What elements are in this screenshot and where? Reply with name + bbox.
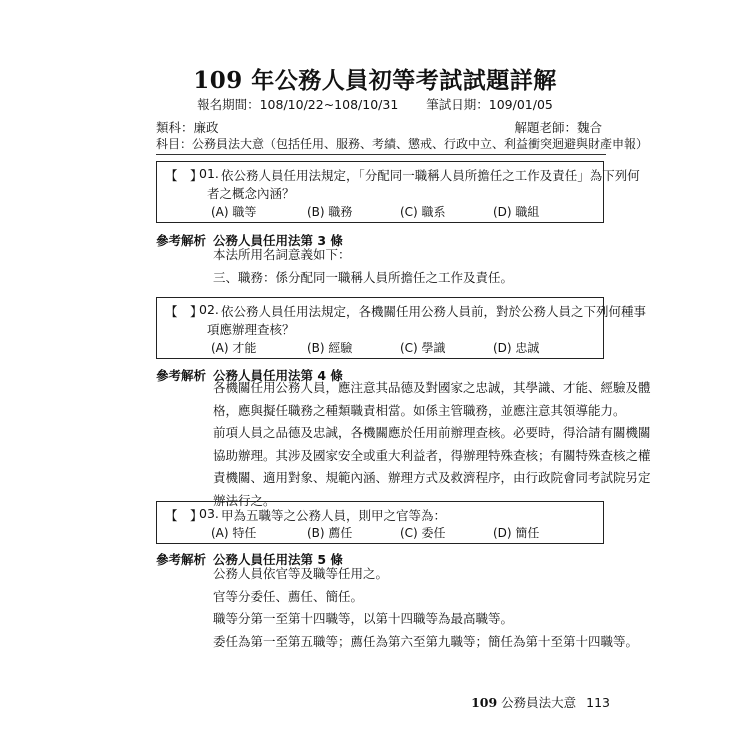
category-label: 類科：廉政: [156, 120, 219, 135]
header-divider: [156, 154, 606, 155]
answer-line: 辦法行之。: [213, 492, 276, 508]
option-d: (D) 忠誠: [493, 341, 540, 355]
question-number: 01.: [199, 166, 219, 181]
answer-line: 委任為第一至第五職等；薦任為第六至第九職等；簡任為第十至第十四職等。: [213, 633, 639, 649]
question-text: 甲為五職等之公務人員，則甲之官等為：: [221, 508, 447, 523]
page-title: 109 年公務人員初等考試試題詳解: [193, 67, 557, 94]
answer-line: 協助辦理。其涉及國家安全或重大利益者，得辦理特殊查核；有關特殊查核之權: [213, 447, 651, 463]
answer-body: [213, 244, 606, 289]
answer-line: 格，應與擬任職務之種類職責相當。如係主管職務，並應注意其領導能力。: [213, 402, 626, 418]
option-d: (D) 職組: [493, 205, 540, 219]
question-box-3: [156, 501, 604, 544]
option-b: (B) 薦任: [307, 526, 353, 540]
answer-body: [213, 563, 639, 653]
option-b: (B) 經驗: [307, 341, 353, 355]
option-a: (A) 才能: [211, 341, 257, 355]
question-bracket: 【 】: [165, 304, 203, 319]
question-bracket: 【 】: [165, 168, 203, 183]
answer-line: 官等分委任、薦任、簡任。: [213, 588, 364, 604]
option-a: (A) 特任: [211, 526, 257, 540]
question-text: 依公務人員任用法規定，各機關任用公務人員前，對於公務人員之下列何種事: [221, 304, 647, 319]
question-text: 者之概念內涵？: [207, 186, 295, 201]
answer-heading: 公務人員任用法第 3 條: [213, 233, 343, 248]
answer-heading: 公務人員任用法第 4 條: [213, 368, 343, 383]
answer-label: 參考解析: [156, 368, 207, 383]
option-c: (C) 職系: [400, 205, 446, 219]
answer-line: 職等分第一至第十四職等，以第十四職等為最高職等。: [213, 611, 514, 626]
page-number: 113: [586, 695, 610, 710]
question-number: 02.: [199, 302, 219, 317]
question-text: 依公務人員任用法規定，「分配同一職稱人員所擔任之工作及責任」為下列何: [221, 168, 640, 183]
answer-label: 參考解析: [156, 552, 207, 567]
question-box-2: [156, 297, 647, 359]
answer-heading: 公務人員任用法第 5 條: [213, 552, 343, 567]
page-footer: [471, 693, 610, 711]
exam-date: 筆試日期：109/01/05: [426, 97, 553, 112]
option-d: (D) 簡任: [493, 526, 540, 540]
question-number: 03.: [199, 506, 219, 521]
answer-line: 各機關任用公務人員，應注意其品德及對國家之忠誠，其學識、才能、經驗及體: [213, 380, 651, 395]
question-bracket: 【 】: [165, 508, 203, 523]
answer-line: 責機關、適用對象、規範內涵、辦理方式及救濟程序，由行政院會同考試院另定: [213, 470, 651, 485]
answer-body: [213, 377, 651, 512]
answer-line: 公務人員依官等及職等任用之。: [213, 566, 389, 581]
footer-book: 109: [471, 695, 498, 710]
answer-line: 本法所用名詞意義如下：: [213, 247, 351, 262]
option-c: (C) 委任: [400, 526, 446, 540]
answer-label: 參考解析: [156, 233, 207, 248]
option-a: (A) 職等: [211, 205, 257, 219]
registration-period: 報名期間：108/10/22~108/10/31: [197, 97, 399, 112]
footer-subject: 公務員法大意: [501, 695, 577, 710]
option-b: (B) 職務: [307, 205, 353, 219]
answer-line: 前項人員之品德及忠誠，各機關應於任用前辦理查核。必要時，得洽請有關機關: [213, 425, 651, 440]
question-box-1: [156, 161, 640, 223]
exam-dates: [0, 95, 750, 113]
question-text: 項應辦理查核？: [207, 322, 295, 337]
answer-line: 三、職務：係分配同一職稱人員所擔任之工作及責任。: [213, 269, 514, 285]
option-c: (C) 學識: [400, 341, 446, 355]
subject-label: 科目：公務員法大意（包括任用、服務、考績、懲戒、行政中立、利益衝突迴避與財產申報）: [156, 137, 649, 151]
teacher-label: 解題老師：魏合: [514, 120, 602, 135]
